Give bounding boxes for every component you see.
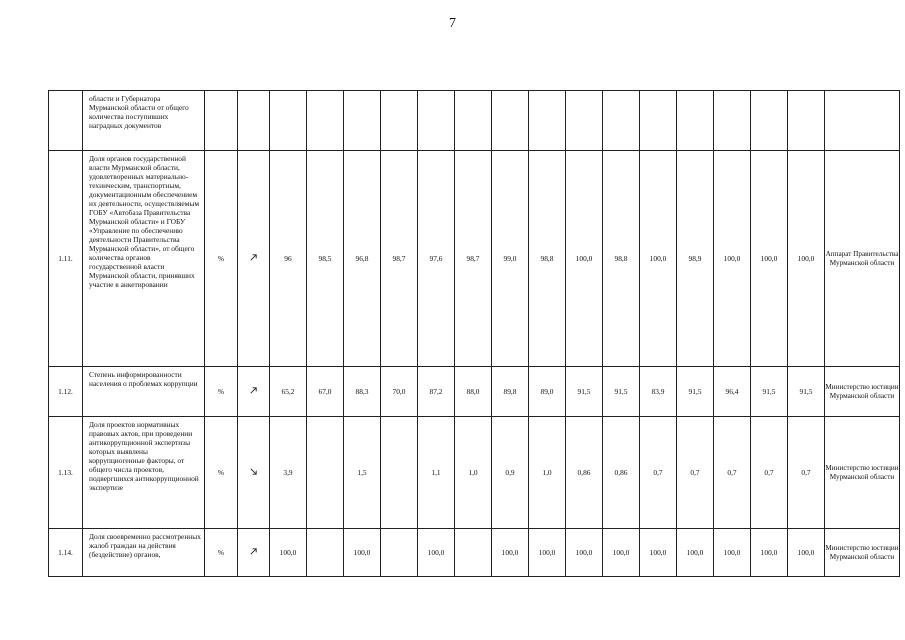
row-value: [492, 91, 529, 151]
row-value: [381, 417, 418, 529]
row-value: [418, 91, 455, 151]
row-value: [529, 91, 566, 151]
row-value: [455, 529, 492, 577]
row-value: 1,5: [344, 417, 381, 529]
row-value: 89,8: [492, 367, 529, 417]
row-value: [677, 91, 714, 151]
row-direction: [238, 529, 270, 577]
row-unit: %: [205, 417, 238, 529]
row-value: 70,0: [381, 367, 418, 417]
row-value: [307, 91, 344, 151]
row-value: 88,3: [344, 367, 381, 417]
row-value: 0,9: [492, 417, 529, 529]
row-description: Доля своевременно рассмотренных жалоб граждан на действия (бездействие) органов,: [83, 529, 205, 577]
row-value: 98,5: [307, 151, 344, 367]
table-row: [49, 151, 900, 367]
row-value: 1,1: [418, 417, 455, 529]
row-value: 100,0: [714, 529, 751, 577]
row-value: 91,5: [788, 367, 825, 417]
row-value: 0,86: [566, 417, 603, 529]
row-value: 100,0: [640, 151, 677, 367]
row-value: [751, 91, 788, 151]
row-value: 91,5: [751, 367, 788, 417]
row-unit: %: [205, 367, 238, 417]
row-value: 89,0: [529, 367, 566, 417]
row-value: 100,0: [788, 151, 825, 367]
row-value: 88,0: [455, 367, 492, 417]
row-value: 100,0: [603, 529, 640, 577]
row-value: 3,9: [270, 417, 307, 529]
row-responsible: Аппарат Правительства Мурманской области: [825, 151, 900, 367]
row-description: области и Губернатора Мурманской области от общего количества поступивших наградных документов: [83, 91, 205, 151]
row-unit: %: [205, 529, 238, 577]
row-direction: [238, 91, 270, 151]
row-value: 98,8: [529, 151, 566, 367]
row-responsible: [825, 91, 900, 151]
row-value: [270, 91, 307, 151]
row-value: 0,7: [788, 417, 825, 529]
row-unit: [205, 91, 238, 151]
row-description: Степень информированности населения о проблемах коррупции: [83, 367, 205, 417]
row-value: [714, 91, 751, 151]
row-code: 1.12.: [49, 367, 83, 417]
row-value: 67,0: [307, 367, 344, 417]
row-value: [381, 91, 418, 151]
row-value: 96,8: [344, 151, 381, 367]
row-direction: [238, 417, 270, 529]
row-value: 100,0: [751, 529, 788, 577]
row-code: [49, 91, 83, 151]
row-value: [344, 91, 381, 151]
row-value: 96,4: [714, 367, 751, 417]
row-value: 100,0: [492, 529, 529, 577]
row-value: 100,0: [751, 151, 788, 367]
row-value: 91,5: [603, 367, 640, 417]
row-value: 98,8: [603, 151, 640, 367]
row-description: Доля проектов нормативных правовых актов, при проведении антикоррупционной экспертизы которых выявлены коррупциогенные факторы, от общего числа проектов, подвергшихся антикоррупционной экспертизе: [83, 417, 205, 529]
row-value: [455, 91, 492, 151]
row-value: 100,0: [566, 151, 603, 367]
row-value: 0,7: [714, 417, 751, 529]
row-value: 100,0: [529, 529, 566, 577]
row-value: 98,7: [455, 151, 492, 367]
table-row: [49, 91, 900, 151]
row-value: 100,0: [418, 529, 455, 577]
row-value: [788, 91, 825, 151]
row-value: [307, 529, 344, 577]
table-row: [49, 367, 900, 417]
row-value: 100,0: [344, 529, 381, 577]
row-code: 1.11.: [49, 151, 83, 367]
arrow-up-right-icon: [249, 253, 258, 262]
row-value: [307, 417, 344, 529]
row-value: 91,5: [566, 367, 603, 417]
row-value: 100,0: [640, 529, 677, 577]
row-value: 100,0: [566, 529, 603, 577]
row-value: 96: [270, 151, 307, 367]
table-row: [49, 529, 900, 577]
row-value: 65,2: [270, 367, 307, 417]
row-value: [381, 529, 418, 577]
row-value: 87,2: [418, 367, 455, 417]
arrow-down-right-icon: [249, 467, 258, 476]
row-value: [566, 91, 603, 151]
page-number: 7: [449, 16, 456, 31]
row-value: [640, 91, 677, 151]
row-value: 0,7: [751, 417, 788, 529]
arrow-up-right-icon: [249, 386, 258, 395]
row-responsible: Министерство юстиции Мурманской области: [825, 417, 900, 529]
row-value: 0,7: [640, 417, 677, 529]
row-value: 1,0: [529, 417, 566, 529]
row-value: 100,0: [270, 529, 307, 577]
row-value: 99,0: [492, 151, 529, 367]
row-value: 98,9: [677, 151, 714, 367]
row-value: 100,0: [788, 529, 825, 577]
row-code: 1.14.: [49, 529, 83, 577]
row-code: 1.13.: [49, 417, 83, 529]
row-value: 98,7: [381, 151, 418, 367]
row-responsible: Министерство юстиции Мурманской области: [825, 529, 900, 577]
table-row: [49, 417, 900, 529]
row-value: 0,86: [603, 417, 640, 529]
row-responsible: Министерство юстиции Мурманской области: [825, 367, 900, 417]
row-value: 1,0: [455, 417, 492, 529]
row-value: 83,9: [640, 367, 677, 417]
arrow-up-right-icon: [249, 547, 258, 556]
row-direction: [238, 151, 270, 367]
row-value: [603, 91, 640, 151]
row-description: Доля органов государственной власти Мурманской области, удовлетворенных материально-техническим, транспортным, документационным обеспечением их деятельности, осуществляемым ГОБУ «Автобаза Правительства Мурманской области» и ГОБУ «Управление по обеспечению деятельности Правительства Мурманской области», от общего количества органов государственной власти Мурманской области, принявших участие в анкетировании: [83, 151, 205, 367]
row-value: 0,7: [677, 417, 714, 529]
row-value: 91,5: [677, 367, 714, 417]
row-unit: %: [205, 151, 238, 367]
row-value: 100,0: [714, 151, 751, 367]
row-value: 97,6: [418, 151, 455, 367]
indicators-table: [48, 90, 900, 577]
row-direction: [238, 367, 270, 417]
row-value: 100,0: [677, 529, 714, 577]
